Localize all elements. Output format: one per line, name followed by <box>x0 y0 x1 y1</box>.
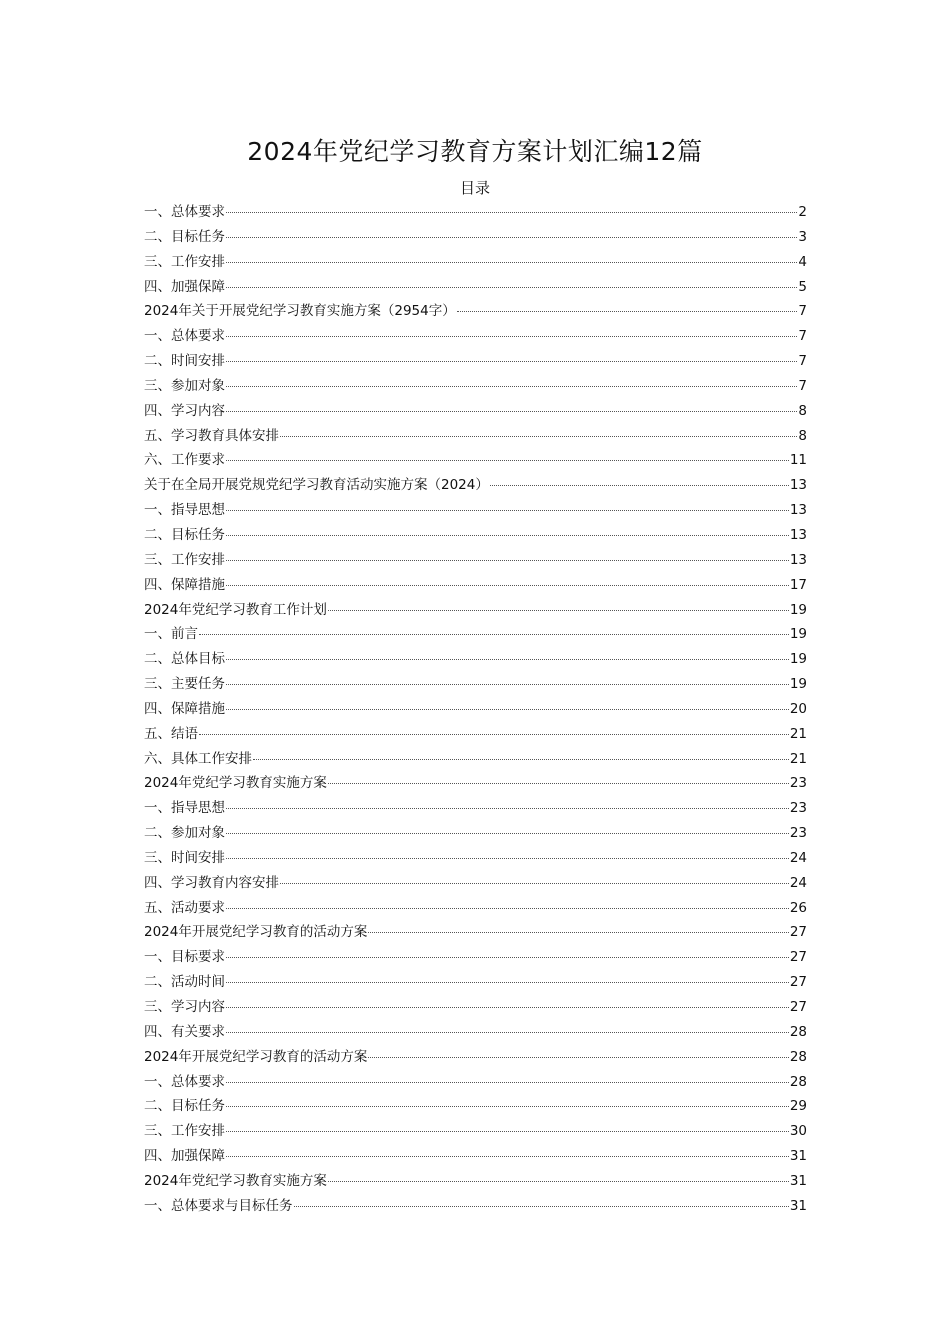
toc-entry[interactable] <box>144 598 807 623</box>
toc-entry-title: 二、目标任务 <box>144 526 225 543</box>
toc-entry-title: 三、工作安排 <box>144 253 225 270</box>
toc-entry[interactable] <box>144 1070 807 1095</box>
toc-entry-title: 2024年党纪学习教育实施方案 <box>144 1172 327 1189</box>
toc-entry-title: 二、活动时间 <box>144 974 225 991</box>
toc-entry[interactable] <box>144 374 807 399</box>
toc-entry-page-number: 13 <box>789 526 807 543</box>
toc-entry[interactable] <box>144 747 807 772</box>
toc-entry[interactable] <box>144 1020 807 1045</box>
toc-dot-leader <box>226 1082 789 1083</box>
toc-entry[interactable] <box>144 796 807 821</box>
toc-dot-leader <box>328 783 789 784</box>
toc-dot-leader <box>226 411 797 412</box>
toc-dot-leader <box>253 759 789 760</box>
toc-entry[interactable] <box>144 1045 807 1070</box>
toc-dot-leader <box>226 684 789 685</box>
toc-dot-leader <box>226 982 789 983</box>
toc-entry[interactable] <box>144 225 807 250</box>
toc-dot-leader <box>368 1057 788 1058</box>
toc-dot-leader <box>226 1007 789 1008</box>
toc-dot-leader <box>328 1181 789 1182</box>
toc-entry[interactable] <box>144 821 807 846</box>
toc-dot-leader <box>226 1156 789 1157</box>
toc-entry-page-number: 27 <box>789 999 807 1015</box>
toc-entry-page-number: 3 <box>798 228 807 245</box>
toc-entry-title: 五、学习教育具体安排 <box>144 427 279 444</box>
toc-entry-title: 五、活动要求 <box>144 899 225 916</box>
toc-entry-page-number: 17 <box>789 576 807 593</box>
toc-entry-page-number: 30 <box>789 1123 807 1140</box>
toc-entry[interactable] <box>144 1144 807 1169</box>
toc-entry[interactable] <box>144 399 807 424</box>
toc-dot-leader <box>226 808 789 809</box>
toc-entry-page-number: 23 <box>789 775 807 792</box>
toc-entry-page-number: 13 <box>789 551 807 568</box>
toc-entry-title: 三、工作安排 <box>144 551 225 568</box>
toc-dot-leader <box>328 610 789 611</box>
toc-entry-page-number: 8 <box>798 427 807 444</box>
toc-entry-page-number: 31 <box>789 1197 807 1214</box>
toc-entry-page-number: 2 <box>798 204 807 220</box>
toc-dot-leader <box>226 585 789 586</box>
toc-entry[interactable] <box>144 349 807 374</box>
toc-entry-title: 四、学习教育内容安排 <box>144 874 279 891</box>
table-of-contents <box>144 200 807 1219</box>
toc-entry-page-number: 31 <box>789 1148 807 1165</box>
toc-dot-leader <box>226 1131 789 1132</box>
toc-entry-title: 二、时间安排 <box>144 353 225 370</box>
toc-entry[interactable] <box>144 697 807 722</box>
toc-entry-page-number: 5 <box>798 278 807 295</box>
toc-entry-title: 2024年关于开展党纪学习教育实施方案（2954字） <box>144 303 456 320</box>
toc-entry-title: 六、具体工作安排 <box>144 750 252 767</box>
toc-dot-leader <box>226 957 789 958</box>
toc-dot-leader <box>199 634 789 635</box>
toc-entry[interactable] <box>144 523 807 548</box>
toc-entry-page-number: 21 <box>789 725 807 742</box>
toc-entry-page-number: 19 <box>789 676 807 693</box>
toc-dot-leader <box>226 212 797 213</box>
toc-entry-title: 四、加强保障 <box>144 1148 225 1165</box>
toc-entry-page-number: 28 <box>789 1073 807 1090</box>
toc-dot-leader <box>199 734 789 735</box>
toc-dot-leader <box>226 262 797 263</box>
toc-entry[interactable] <box>144 275 807 300</box>
toc-entry-page-number: 26 <box>789 899 807 916</box>
toc-entry[interactable] <box>144 1094 807 1119</box>
toc-entry-title: 2024年党纪学习教育实施方案 <box>144 775 327 792</box>
toc-entry-page-number: 27 <box>789 949 807 966</box>
toc-entry[interactable] <box>144 473 807 498</box>
toc-dot-leader <box>457 311 798 312</box>
toc-entry-page-number: 7 <box>798 377 807 394</box>
toc-entry-page-number: 19 <box>789 651 807 668</box>
toc-entry[interactable] <box>144 871 807 896</box>
toc-dot-leader <box>226 659 789 660</box>
toc-entry-page-number: 7 <box>798 303 807 320</box>
toc-entry-title: 一、指导思想 <box>144 800 225 817</box>
toc-entry-title: 三、学习内容 <box>144 999 225 1015</box>
toc-entry-title: 2024年党纪学习教育工作计划 <box>144 601 327 618</box>
toc-entry-page-number: 20 <box>789 700 807 717</box>
toc-entry-title: 2024年开展党纪学习教育的活动方案 <box>144 924 368 941</box>
toc-entry-page-number: 8 <box>798 402 807 419</box>
toc-entry-title: 三、参加对象 <box>144 377 225 394</box>
toc-entry-page-number: 4 <box>798 253 807 270</box>
toc-entry-title: 二、参加对象 <box>144 825 225 842</box>
toc-dot-leader <box>226 560 789 561</box>
toc-entry-page-number: 13 <box>789 502 807 519</box>
toc-entry-title: 五、结语 <box>144 725 198 742</box>
toc-heading: 目录 <box>459 179 490 197</box>
toc-dot-leader <box>226 510 789 511</box>
toc-dot-leader <box>226 361 797 362</box>
toc-entry[interactable] <box>144 448 807 473</box>
toc-entry-page-number: 24 <box>789 849 807 866</box>
toc-entry-page-number: 7 <box>798 353 807 370</box>
toc-entry-title: 三、时间安排 <box>144 849 225 866</box>
toc-entry-page-number: 13 <box>789 477 807 494</box>
toc-entry[interactable] <box>144 1119 807 1144</box>
toc-entry[interactable] <box>144 324 807 349</box>
toc-entry-page-number: 23 <box>789 825 807 842</box>
toc-dot-leader <box>294 1206 789 1207</box>
toc-dot-leader <box>226 287 797 288</box>
toc-entry[interactable] <box>144 920 807 945</box>
toc-dot-leader <box>226 1106 789 1107</box>
toc-entry-title: 四、加强保障 <box>144 278 225 295</box>
toc-entry-page-number: 11 <box>789 452 807 469</box>
toc-entry-title: 四、有关要求 <box>144 1023 225 1040</box>
toc-entry[interactable] <box>144 771 807 796</box>
toc-entry[interactable] <box>144 548 807 573</box>
toc-entry-title: 一、总体要求与目标任务 <box>144 1197 293 1214</box>
toc-entry[interactable] <box>144 722 807 747</box>
toc-entry-title: 三、主要任务 <box>144 676 225 693</box>
toc-entry-title: 四、保障措施 <box>144 576 225 593</box>
toc-entry-title: 二、目标任务 <box>144 1098 225 1115</box>
toc-dot-leader <box>226 908 789 909</box>
toc-dot-leader <box>226 460 789 461</box>
toc-dot-leader <box>226 535 789 536</box>
toc-entry[interactable] <box>144 970 807 995</box>
toc-entry-page-number: 19 <box>789 601 807 618</box>
toc-entry[interactable] <box>144 299 807 324</box>
toc-entry[interactable] <box>144 250 807 275</box>
toc-entry-title: 二、总体目标 <box>144 651 225 668</box>
toc-dot-leader <box>280 436 797 437</box>
toc-dot-leader <box>280 883 789 884</box>
toc-entry-page-number: 21 <box>789 750 807 767</box>
toc-entry-title: 三、工作安排 <box>144 1123 225 1140</box>
toc-entry-title: 关于在全局开展党规党纪学习教育活动实施方案（2024） <box>144 477 489 494</box>
toc-dot-leader <box>226 858 789 859</box>
toc-entry-title: 一、指导思想 <box>144 502 225 519</box>
toc-entry[interactable] <box>144 573 807 598</box>
toc-entry[interactable] <box>144 1169 807 1194</box>
toc-dot-leader <box>368 932 788 933</box>
toc-entry-title: 六、工作要求 <box>144 452 225 469</box>
toc-entry-title: 四、保障措施 <box>144 700 225 717</box>
toc-entry[interactable] <box>144 945 807 970</box>
toc-entry[interactable] <box>144 200 807 225</box>
toc-entry-page-number: 28 <box>789 1023 807 1040</box>
toc-entry[interactable] <box>144 672 807 697</box>
document-title: 2024年党纪学习教育方案计划汇编12篇 <box>247 137 703 166</box>
toc-dot-leader <box>490 485 789 486</box>
toc-entry-page-number: 28 <box>789 1048 807 1065</box>
toc-entry-page-number: 24 <box>789 874 807 891</box>
toc-dot-leader <box>226 1032 789 1033</box>
toc-entry[interactable] <box>144 424 807 449</box>
toc-entry[interactable] <box>144 498 807 523</box>
toc-entry-title: 一、前言 <box>144 626 198 643</box>
toc-entry[interactable] <box>144 896 807 921</box>
toc-entry[interactable] <box>144 1194 807 1219</box>
toc-entry-page-number: 29 <box>789 1098 807 1115</box>
toc-entry-page-number: 31 <box>789 1172 807 1189</box>
toc-entry-page-number: 7 <box>798 328 807 345</box>
toc-entry-title: 一、总体要求 <box>144 1073 225 1090</box>
toc-entry-page-number: 27 <box>789 924 807 941</box>
toc-entry-title: 一、目标要求 <box>144 949 225 966</box>
toc-entry[interactable] <box>144 647 807 672</box>
toc-entry-page-number: 19 <box>789 626 807 643</box>
toc-entry-title: 2024年开展党纪学习教育的活动方案 <box>144 1048 368 1065</box>
toc-entry-page-number: 27 <box>789 974 807 991</box>
toc-dot-leader <box>226 833 789 834</box>
toc-entry[interactable] <box>144 846 807 871</box>
toc-dot-leader <box>226 709 789 710</box>
toc-entry[interactable] <box>144 995 807 1020</box>
toc-entry-page-number: 23 <box>789 800 807 817</box>
toc-entry-title: 四、学习内容 <box>144 402 225 419</box>
toc-dot-leader <box>226 386 797 387</box>
toc-entry-title: 一、总体要求 <box>144 328 225 345</box>
toc-entry-title: 二、目标任务 <box>144 228 225 245</box>
toc-dot-leader <box>226 336 797 337</box>
toc-dot-leader <box>226 237 797 238</box>
toc-entry[interactable] <box>144 622 807 647</box>
toc-entry-title: 一、总体要求 <box>144 204 225 220</box>
